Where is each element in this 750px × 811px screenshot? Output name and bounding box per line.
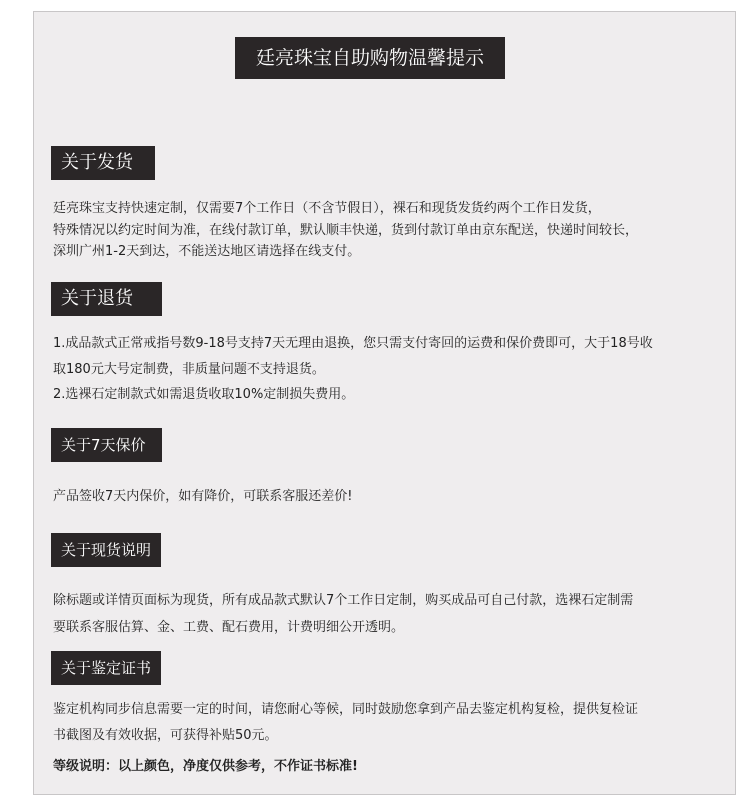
section-body-certificate (53, 697, 723, 749)
body-line: 廷亮珠宝支持快速定制，仅需要7个工作日（不含节假日），裸石和现货发货约两个工作日发货， (53, 201, 601, 216)
section-body-in-stock (53, 587, 723, 641)
section-body-shipping (53, 198, 723, 263)
section-heading-in-stock: 关于现货说明 (51, 533, 161, 567)
body-line: 鉴定机构同步信息需要一定的时间，请您耐心等候，同时鼓励您拿到产品去鉴定机构复检，提供复检证 (53, 702, 639, 717)
body-line: 要联系客服估算、金、工费、配石费用，计费明细公开透明。 (53, 620, 405, 635)
body-line: 特殊情况以约定时间为准，在线付款订单，默认顺丰快递，货到付款订单由京东配送，快递时间较长， (53, 222, 639, 238)
section-body-price-protection (53, 486, 723, 508)
page-title: 廷亮珠宝自助购物温馨提示 (235, 37, 505, 79)
section-heading-price-protection: 关于7天保价 (51, 428, 162, 462)
section-body-returns (53, 331, 723, 408)
body-line: 书截图及有效收据，可获得补贴50元。 (53, 728, 278, 743)
body-line: 除标题或详情页面标为现货，所有成品款式默认7个工作日定制，购买成品可自己付款，选裸石定制需 (53, 593, 634, 608)
body-line: 1.成品款式正常戒指号数9-18号支持7天无理由退换，您只需支付寄回的运费和保价费即可，大于18号收 (53, 336, 653, 351)
body-line: 深圳广州1-2天到达，不能送达地区请选择在线支付。 (53, 244, 361, 259)
body-line: 2.选裸石定制款式如需退货收取10%定制损失费用。 (53, 387, 355, 402)
grade-note: 等级说明：以上颜色，净度仅供参考，不作证书标准! (53, 759, 358, 774)
section-heading-returns: 关于退货 (51, 282, 162, 316)
body-line: 取180元大号定制费，非质量问题不支持退货。 (53, 361, 325, 377)
section-heading-certificate: 关于鉴定证书 (51, 651, 161, 685)
section-heading-shipping: 关于发货 (51, 146, 155, 180)
body-line: 产品签收7天内保价，如有降价，可联系客服还差价! (53, 489, 353, 504)
